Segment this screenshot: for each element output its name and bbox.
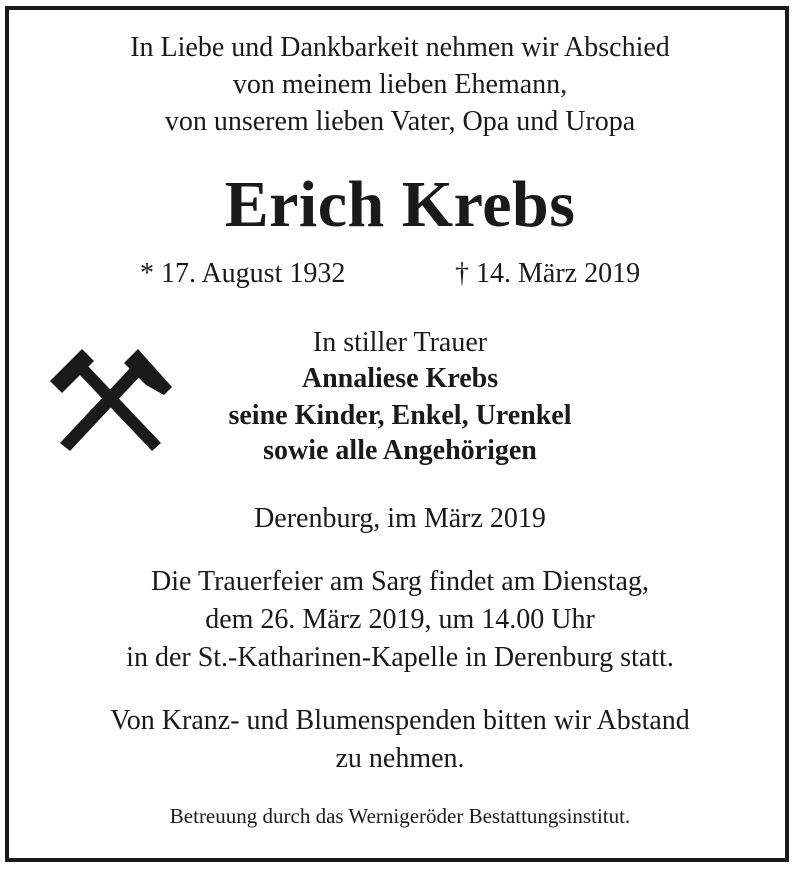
birth-date: * 17. August 1932: [140, 258, 346, 289]
intro-line-3: von unserem lieben Vater, Opa und Uropa: [164, 106, 636, 137]
deceased-name: Erich Krebs: [224, 168, 576, 241]
place-date: Derenburg, im März 2019: [254, 503, 546, 534]
mourner-spouse: Annaliese Krebs: [301, 363, 499, 394]
mourner-family: seine Kinder, Enkel, Urenkel: [228, 400, 572, 431]
request-line-1: Von Kranz- und Blumenspenden bitten wir Abstand: [110, 705, 690, 736]
mourner-relatives: sowie alle Angehörigen: [263, 435, 537, 466]
funeral-line-2: dem 26. März 2019, um 14.00 Uhr: [205, 604, 595, 635]
intro-line-1: In Liebe und Dankbarkeit nehmen wir Abschied: [130, 32, 670, 63]
funeral-line-3: in der St.-Katharinen-Kapelle in Derenburg statt.: [126, 642, 674, 673]
intro-line-2: von meinem lieben Ehemann,: [232, 69, 568, 100]
funeral-line-1: Die Trauerfeier am Sarg findet am Dienstag,: [151, 566, 649, 597]
request-line-2: zu nehmen.: [335, 743, 465, 774]
death-date: † 14. März 2019: [455, 258, 641, 289]
funeral-home-credit: Betreuung durch das Wernigeröder Bestattungsinstitut.: [169, 804, 631, 828]
mourning-intro: In stiller Trauer: [312, 327, 488, 358]
